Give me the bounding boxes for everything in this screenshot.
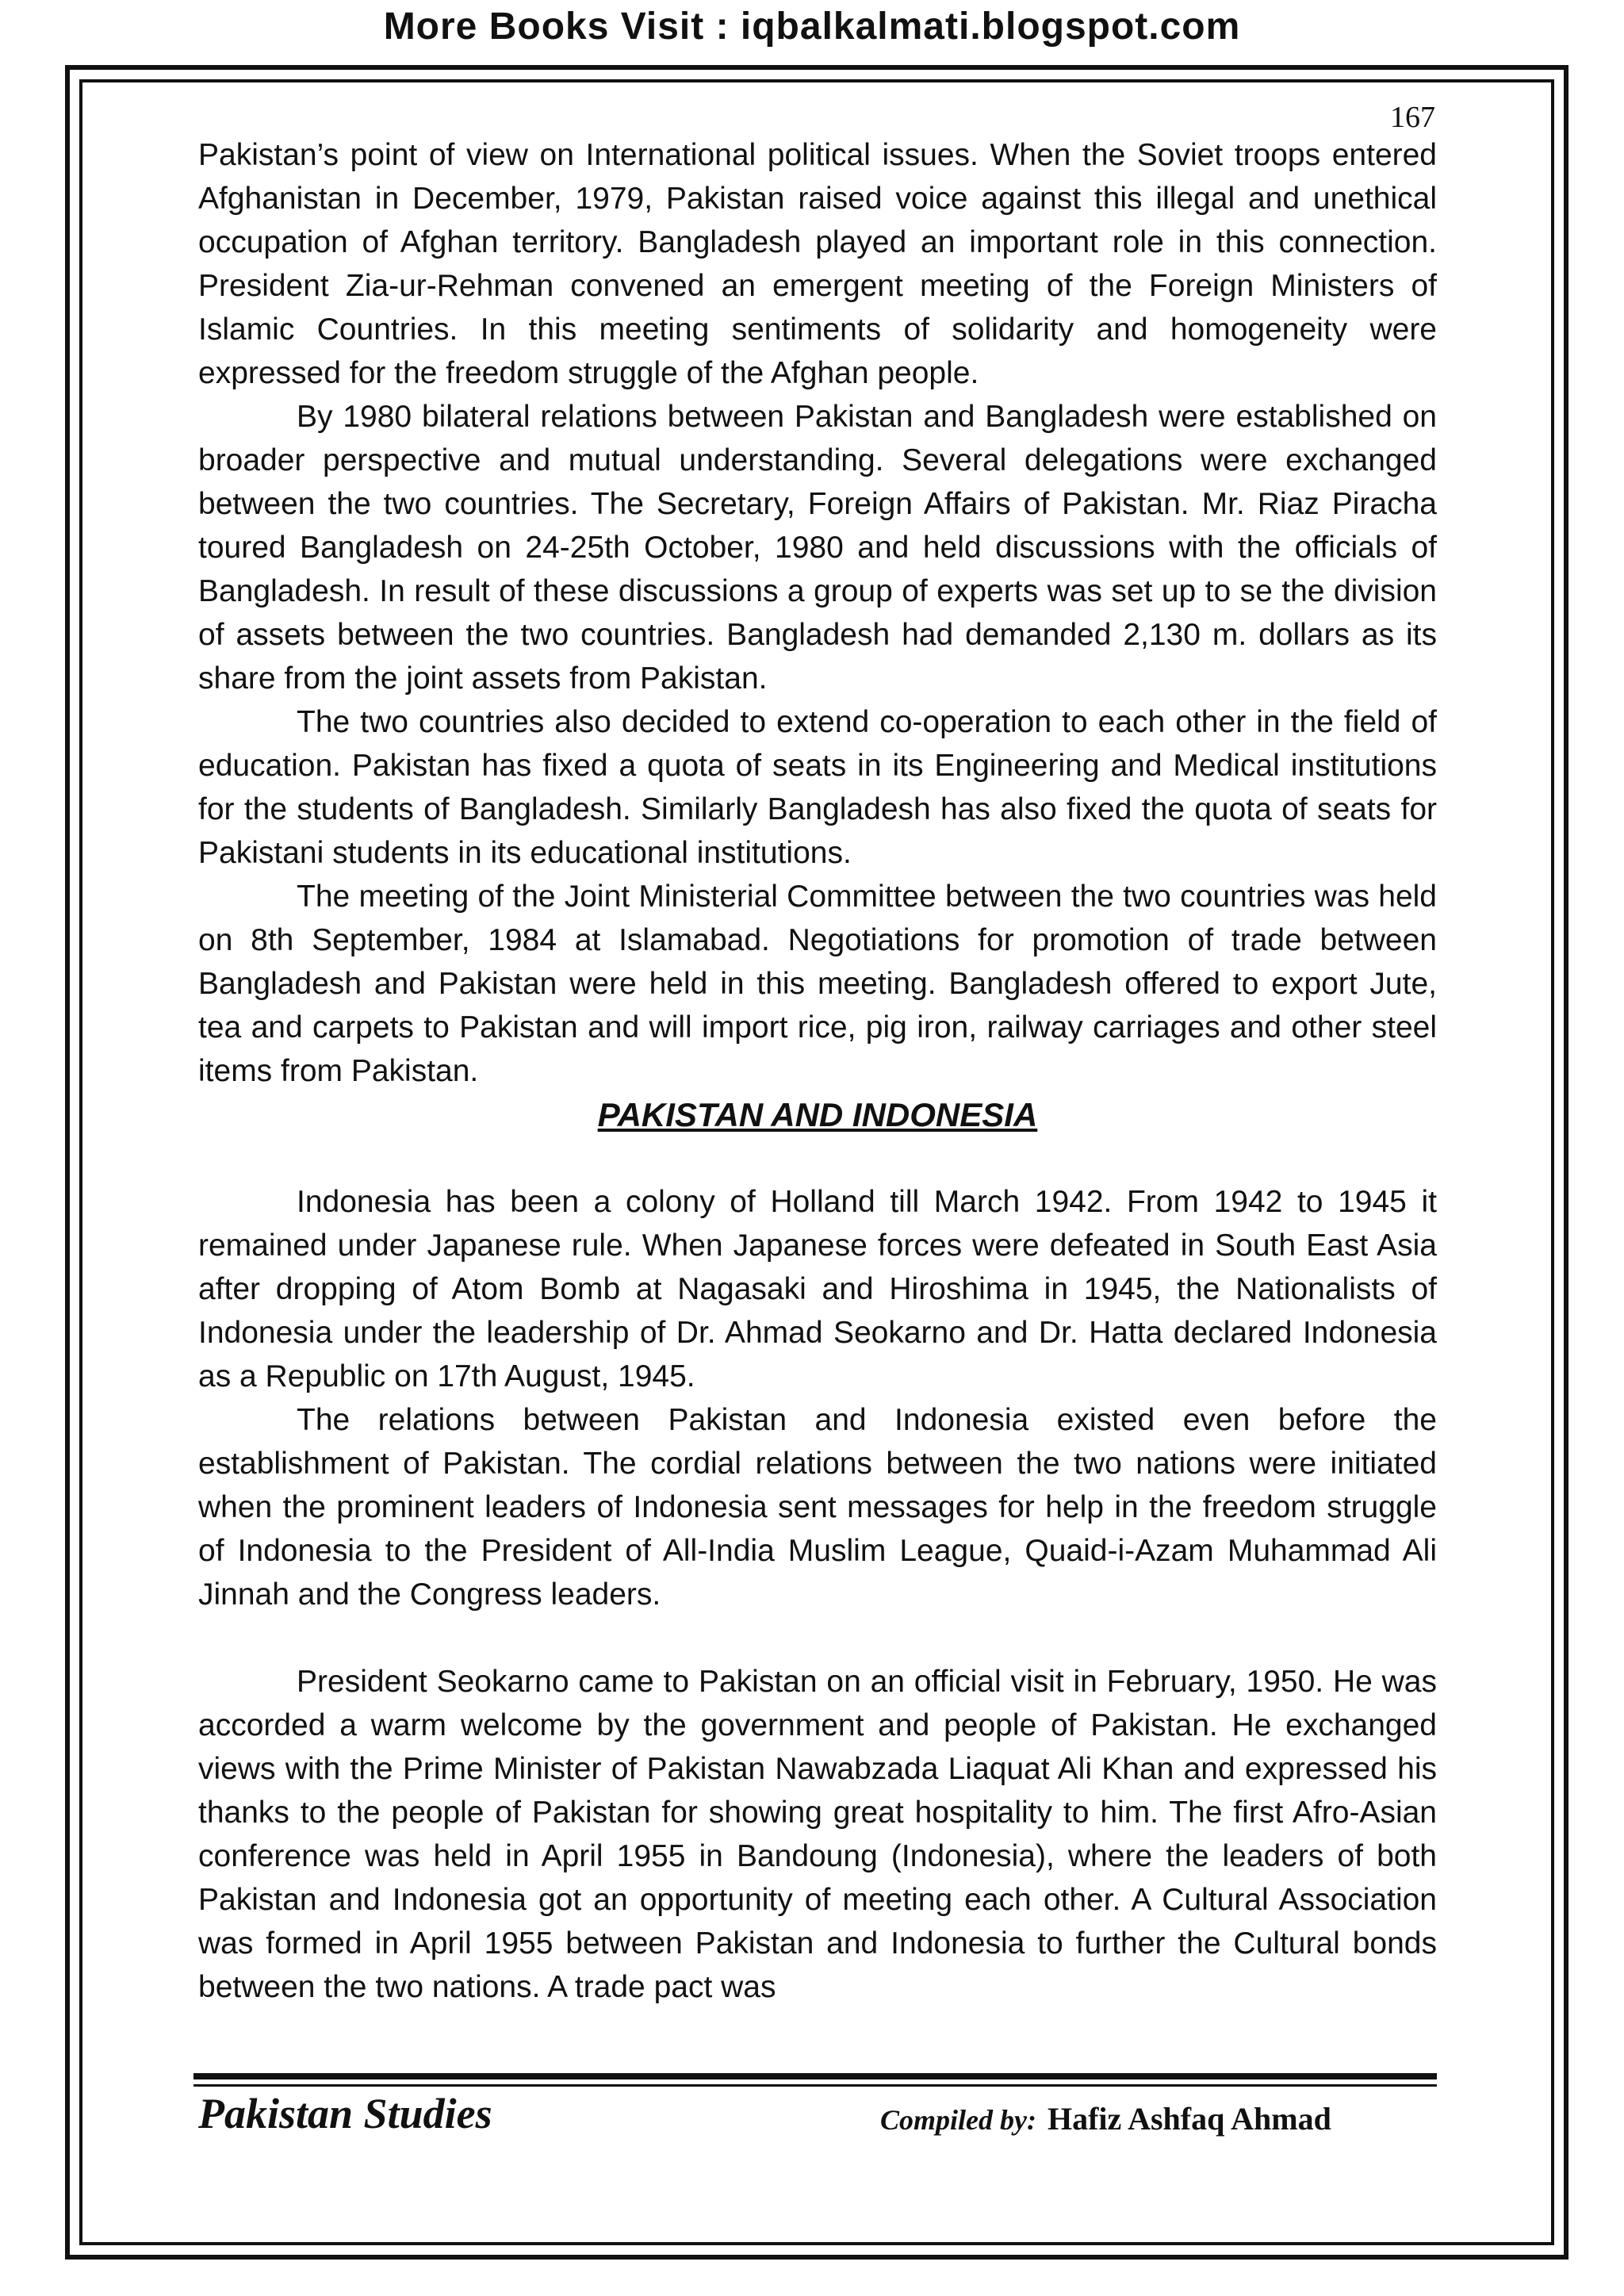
paragraph: The relations between Pakistan and Indonesia existed even before the establishment of Pakistan. The cordial relations between the two nations were initiated when the prominent leaders of Indonesia sent messages for help in the freedom struggle of Indonesia to the President of All-India Muslim League, Quaid-i-Azam Muhammad Ali Jinnah and the Congress leaders. bbox=[198, 1403, 1437, 1612]
section-heading: PAKISTAN AND INDONESIA bbox=[597, 1096, 1038, 1133]
paragraph: President Seokarno came to Pakistan on an official visit in February, 1950. He was accorded a warm welcome by the government and people of Pakistan. He exchanged views with the Prime Minister of Pakistan Nawabzada Liaquat Ali Khan and expressed his thanks to the people of Pakistan for showing great hospitality to him. The first Afro-Asian conference was held in April 1955 in Bandoung (Indonesia), where the leaders of both Pakistan and Indonesia got an opportunity of meeting each other. A Cultural Association was formed in April 1955 between Pakistan and Indonesia to further the Cultural bonds between the two nations. A trade pact was bbox=[198, 1665, 1437, 2004]
compiled-by-label: Compiled by: bbox=[880, 2104, 1036, 2136]
website-banner: More Books Visit : iqbalkalmati.blogspot.com bbox=[383, 6, 1241, 48]
footer-credit bbox=[880, 2100, 1331, 2137]
paragraph: By 1980 bilateral relations between Pakistan and Bangladesh were established on broader perspective and mutual understanding. Several delegations were exchanged between the two countries. The Secretary, Foreign Affairs of Pakistan. Mr. Riaz Piracha toured Bangladesh on 24-25th October, 1980 and held discussions with the officials of Bangladesh. In result of these discussions a group of experts was set up to se the division of assets between the two countries. Bangladesh had demanded 2,130 m. dollars as its share from the joint assets from Pakistan. bbox=[198, 400, 1437, 696]
paragraph: The two countries also decided to extend co-operation to each other in the field of education. Pakistan has fixed a quota of seats in its Engineering and Medical institutions for the students of Bangladesh. Similarly Bangladesh has also fixed the quota of seats for Pakistani students in its educational institutions. bbox=[198, 705, 1437, 870]
page-number: 167 bbox=[1390, 101, 1435, 134]
paragraph: The meeting of the Joint Ministerial Committee between the two countries was held on 8th September, 1984 at Islamabad. Negotiations for promotion of trade between Bangladesh and Pakistan were held in this meeting. Bangladesh offered to export Jute, tea and carpets to Pakistan and will import rice, pig iron, railway carriages and other steel items from Pakistan. bbox=[198, 880, 1437, 1088]
footer-book-title: Pakistan Studies bbox=[198, 2090, 492, 2137]
paragraph: Pakistan’s point of view on International political issues. When the Soviet troops entered Afghanistan in December, 1979, Pakistan raised voice against this illegal and unethical occupation of Afghan territory. Bangladesh played an important role in this connection. President Zia-ur-Rehman convened an emergent meeting of the Foreign Ministers of Islamic Countries. In this meeting sentiments of solidarity and homogeneity were expressed for the freedom struggle of the Afghan people. bbox=[198, 138, 1437, 390]
footer-rule-thin bbox=[193, 2084, 1437, 2087]
paragraph: Indonesia has been a colony of Holland till March 1942. From 1942 to 1945 it remained under Japanese rule. When Japanese forces were defeated in South East Asia after dropping of Atom Bomb at Nagasaki and Hiroshima in 1945, the Nationalists of Indonesia under the leadership of Dr. Ahmad Seokarno and Dr. Hatta declared Indonesia as a Republic on 17th August, 1945. bbox=[198, 1185, 1437, 1393]
footer-rule bbox=[193, 2073, 1437, 2079]
page-body bbox=[198, 133, 1437, 2009]
author-name: Hafiz Ashfaq Ahmad bbox=[1047, 2101, 1331, 2137]
